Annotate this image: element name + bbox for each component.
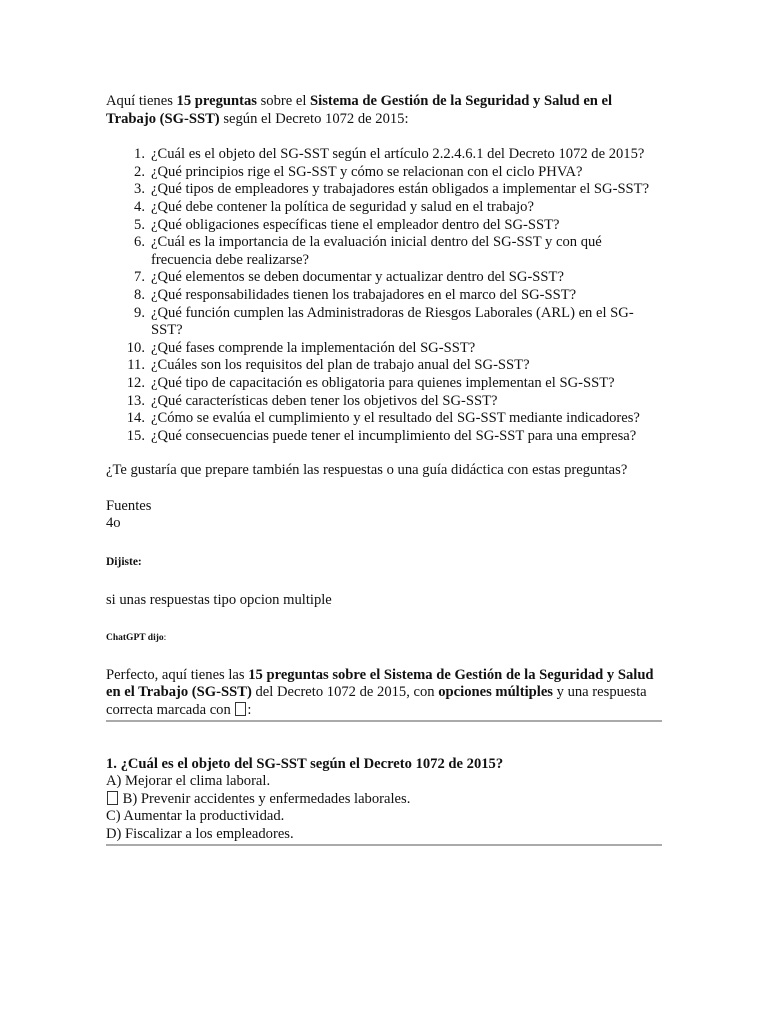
list-number: 3. [134,181,145,198]
user-label: Dijiste: [106,556,142,569]
list-item-text: ¿Qué principios rige el SG-SST y cómo se relacionan con el ciclo PHVA? [151,163,583,180]
assistant-label [106,630,662,648]
list-number: 9. [134,304,145,321]
user-message: si unas respuestas tipo opcion multiple [106,591,332,608]
assistant-label-colon: : [163,633,167,644]
sources-label: Fuentes [106,497,152,514]
list-item-text: ¿Cuál es el objeto del SG-SST según el artículo 2.2.4.6.1 del Decreto 1072 de 2015? [151,146,645,163]
model-label: 4o [106,515,121,532]
list-item-text: ¿Cuáles son los requisitos del plan de trabajo anual del SG-SST? [151,357,530,374]
list-item-text: ¿Cuál es la importancia de la evaluación inicial dentro del SG-SST y con qué frecuencia debe realizarse? [151,234,602,268]
intro-text-1: Aquí tienes [106,93,177,109]
list-item-text: ¿Qué responsabilidades tienen los trabajadores en el marco del SG-SST? [151,286,577,303]
answer-intro-text-3: y una respuesta correcta marcada con [106,684,647,719]
list-item-text: ¿Qué características deben tener los objetivos del SG-SST? [151,392,498,409]
list-item [106,305,662,340]
answer-intro-text-2: del Decreto 1072 de 2015, con [251,684,439,701]
missing-glyph-box-icon [107,791,118,805]
question-1-title [106,756,662,774]
option-a: A) Mejorar el clima laboral. [106,773,271,790]
list-number: 6. [134,234,145,251]
list-number: 13. [126,392,145,409]
list-item-text: ¿Qué obligaciones específicas tiene el empleador dentro del SG-SST? [151,216,560,233]
list-number: 5. [134,216,145,233]
list-number: 8. [134,286,145,303]
list-item [106,375,662,393]
followup-question: ¿Te gustaría que prepare también las respuestas o una guía didáctica con estas preguntas? [106,462,628,479]
list-item [106,410,662,428]
list-number: 2. [134,163,145,180]
list-item-text: ¿Qué función cumplen las Administradoras de Riesgos Laborales (ARL) en el SG-SST? [151,304,634,339]
answer-intro-text-4: : [247,702,252,719]
intro-bold-system: Sistema de Gestión de la Seguridad y Salud en el Trabajo (SG-SST) [106,93,613,127]
option-b-text: B) Prevenir accidentes y enfermedades laborales. [119,790,411,807]
list-number: 4. [134,198,145,215]
list-number: 11. [127,357,145,374]
list-number: 12. [126,374,145,391]
option-b [106,791,662,809]
list-item [106,146,662,164]
list-number: 7. [134,269,145,286]
list-item-text: ¿Qué tipos de empleadores y trabajadores están obligados a implementar el SG-SST? [151,181,650,198]
list-item [106,234,662,269]
list-item [106,357,662,375]
list-number: 15. [126,427,145,444]
intro-text-3: según el Decreto 1072 de 2015: [219,110,409,127]
list-item [106,393,662,411]
list-number: 14. [126,410,145,427]
assistant-label-name: ChatGPT dijo [106,633,164,644]
missing-glyph-box-icon [235,702,246,716]
list-item [106,199,662,217]
list-item [106,340,662,358]
list-item [106,164,662,182]
list-number: 1. [134,146,145,163]
intro-text-2: sobre el [256,93,311,109]
horizontal-divider [106,844,662,846]
intro-paragraph [106,93,662,128]
horizontal-divider [106,720,662,722]
list-item-text: ¿Cómo se evalúa el cumplimiento y el resultado del SG-SST mediante indicadores? [151,410,640,427]
list-item [106,269,662,287]
list-item [106,287,662,305]
list-item-text: ¿Qué debe contener la política de seguridad y salud en el trabajo? [151,198,534,215]
list-item-text: ¿Qué fases comprende la implementación del SG-SST? [151,339,476,356]
document-body [106,93,662,846]
list-item-text: ¿Qué consecuencias puede tener el incumplimiento del SG-SST para una empresa? [151,427,637,444]
question-1-block [106,756,662,844]
questions-list [106,146,662,445]
list-item [106,181,662,199]
answer-intro-bold-topic: 15 preguntas sobre el Sistema de Gestión de la Seguridad y Salud en el Trabajo (SG-SST) [106,666,654,701]
list-item-text: ¿Qué tipo de capacitación es obligatoria para quienes implementan el SG-SST? [151,374,615,391]
list-item-text: ¿Qué elementos se deben documentar y actualizar dentro del SG-SST? [151,269,564,286]
intro-bold-count: 15 preguntas [176,93,257,109]
answer-intro-paragraph [106,667,662,720]
option-c: C) Aumentar la productividad. [106,808,285,825]
option-d: D) Fiscalizar a los empleadores. [106,826,294,842]
answer-intro-text-1: Perfecto, aquí tienes las [106,666,249,683]
answer-intro-bold-options: opciones múltiples [438,684,553,701]
list-item [106,428,662,446]
list-number: 10. [126,339,145,356]
list-item [106,217,662,235]
question-1-title-text: 1. ¿Cuál es el objeto del SG-SST según el Decreto 1072 de 2015? [106,755,504,772]
